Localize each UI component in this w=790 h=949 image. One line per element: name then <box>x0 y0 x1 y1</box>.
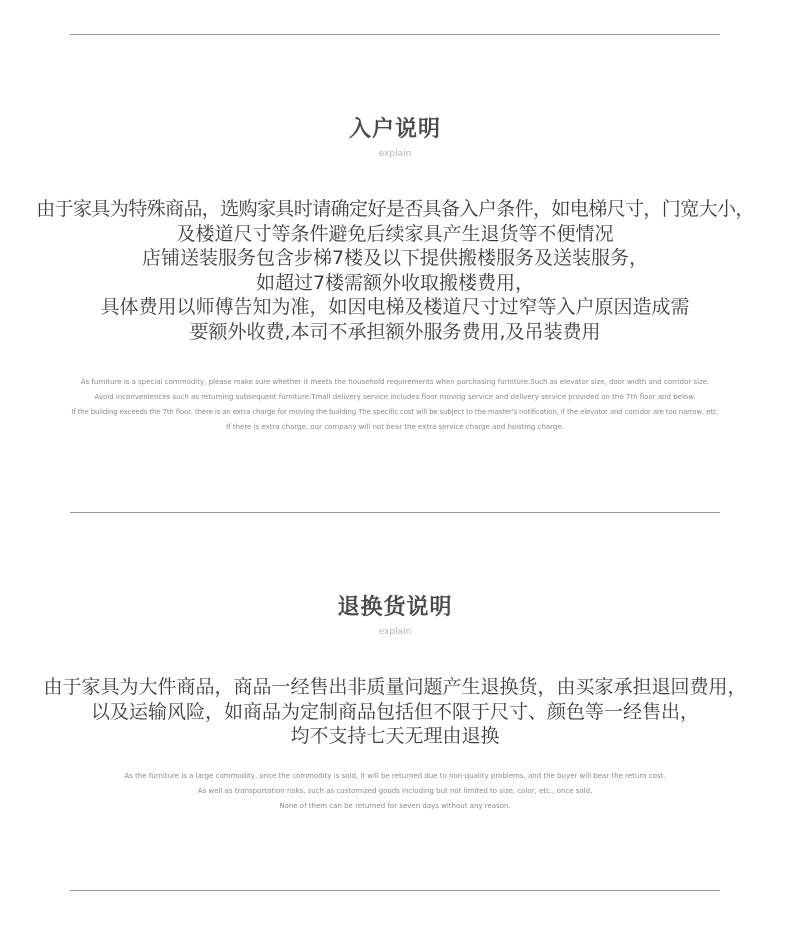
en-line: As furniture is a special commodity, please make sure whether it meets the household requirements when purchasing furniture.Such as elevator size, door width and corridor size. <box>80 378 710 386</box>
cn-line: 店铺送装服务包含步梯7楼及以下提供搬楼服务及送装服务， <box>141 247 649 269</box>
cn-line: 具体费用以师傅告知为准，如因电梯及楼道尺寸过窄等入户原因造成需 <box>100 296 690 318</box>
en-line: As the furniture is a large commodity, once the commodity is sold, it will be returned due to non-quality problems, and the buyer will bear the return cost. <box>124 772 666 780</box>
entry-en-text <box>0 375 790 435</box>
cn-line: 由于家具为大件商品，商品一经售出非质量问题产生退换货，由买家承担退回费用， <box>43 676 747 698</box>
returns-cn-text <box>0 675 790 749</box>
cn-line: 要额外收费,本司不承担额外服务费用,及吊装费用 <box>189 320 601 343</box>
returns-en-text <box>0 769 790 814</box>
en-line: If the building exceeds the 7th floor, there is an extra charge for moving the building.The specific cost will be subject to the master's notification, if the elevator and corridor are too narrow, etc. <box>71 408 719 416</box>
en-line: If there is extra charge, our company will not bear the extra service charge and hoisting charge. <box>226 423 564 431</box>
section-title-returns: 退换货说明 <box>337 595 453 620</box>
cn-line: 由于家具为特殊商品，选购家具时请确定好是否具备入户条件，如电梯尺寸，门宽大小， <box>36 198 754 220</box>
cn-line: 均不支持七天无理由退换 <box>290 725 500 747</box>
section-title-entry: 入户说明 <box>348 117 441 142</box>
cn-line: 以及运输风险，如商品为定制商品包括但不限于尺寸、颜色等一经售出， <box>90 700 699 723</box>
entry-cn-text <box>0 197 790 344</box>
en-line: Avoid inconveniences such as returning subsequent furniture.Tmall delivery service includes floor moving service and delivery service provided on the 7th floor and below. <box>94 393 696 401</box>
cn-line: 及楼道尺寸等条件避免后续家具产生退货等不便情况 <box>176 222 614 245</box>
section-subtitle-returns: explain <box>378 627 412 637</box>
cn-line: 如超过7楼需额外收取搬楼费用， <box>255 271 535 294</box>
divider-middle <box>70 512 720 513</box>
divider-top <box>70 34 720 35</box>
en-line: None of them can be returned for seven days without any reason. <box>279 802 511 810</box>
en-line: As well as transportation risks, such as customized goods including but not limited to size, color, etc., once sold, <box>197 787 593 795</box>
section-subtitle-entry: explain <box>378 149 412 159</box>
divider-bottom <box>70 890 720 891</box>
